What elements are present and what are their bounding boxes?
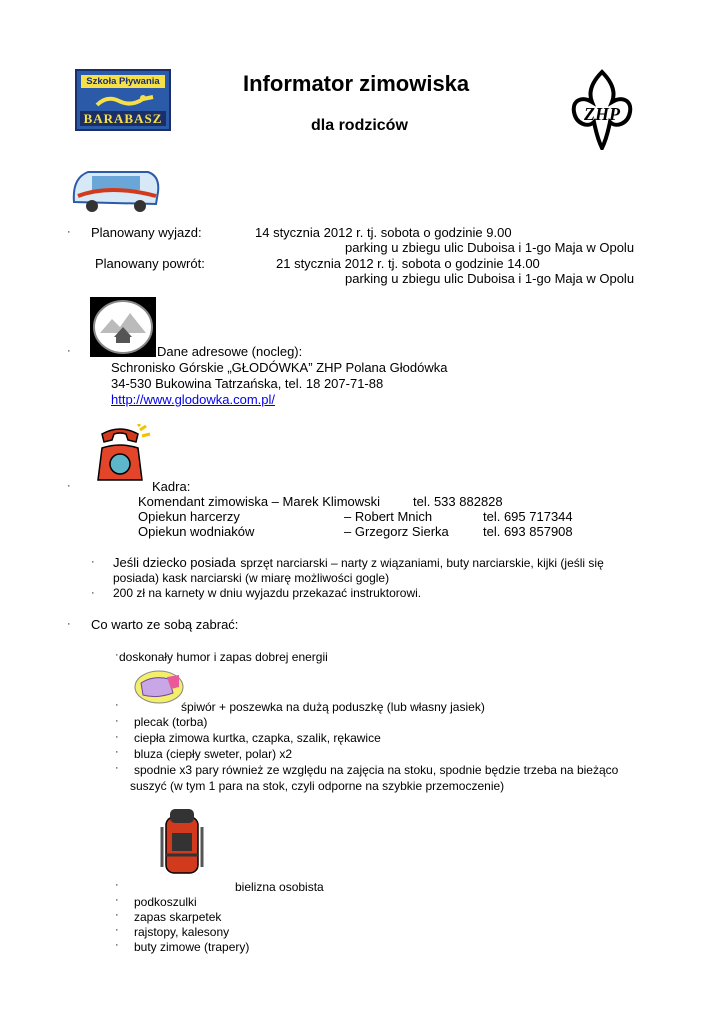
address-line2: 34-530 Bukowina Tatrzańska, tel. 18 207-71-88 [111, 376, 384, 391]
ski-gear-intro: Jeśli dziecko posiada [113, 555, 236, 570]
page-subtitle: dla rodziców [311, 117, 408, 134]
chalet-seal-icon [90, 297, 156, 357]
packing-item: bluza (ciepły sweter, polar) x2 [134, 747, 293, 761]
bullet: · [67, 618, 71, 630]
return-label: Planowany powrót: [95, 256, 205, 271]
staff-row-role: Opiekun harcerzy [138, 509, 240, 524]
bullet: · [115, 746, 119, 758]
bullet: · [115, 731, 119, 743]
departure-label: Planowany wyjazd: [91, 225, 202, 240]
scout-lily-icon [570, 68, 634, 150]
packing-item-underwear: bielizna osobista [235, 880, 324, 894]
bullet: · [115, 762, 119, 774]
page-title: Informator zimowiska [243, 71, 470, 96]
bus-icon [70, 166, 162, 214]
swimmer-icon [95, 93, 155, 111]
bullet: · [67, 480, 71, 492]
bullet: · [115, 879, 119, 891]
school-logo [75, 69, 171, 131]
address-line1: Schronisko Górskie „GŁODÓWKA” ZHP Polana Głodówka [111, 360, 448, 375]
packing-item: rajstopy, kalesony [134, 925, 230, 939]
bullet: · [67, 226, 71, 238]
backpack-icon [156, 807, 208, 877]
bullet: · [91, 587, 95, 599]
telephone-icon [90, 424, 152, 484]
staff-row-name: – Grzegorz Sierka [344, 524, 449, 539]
packing-item-pants-continued: suszyć (w tym 1 para na stok, czyli odporne na szybkie przemoczenie) [130, 779, 505, 793]
packing-item: podkoszulki [134, 895, 197, 909]
packing-item-humor: doskonały humor i zapas dobrej energii [119, 650, 328, 664]
address-heading: Dane adresowe (nocleg): [157, 344, 303, 359]
packing-item: ciepła zimowa kurtka, czapka, szalik, rękawice [134, 731, 381, 745]
sleeping-bag-icon [133, 669, 185, 705]
packing-heading: Co warto ze sobą zabrać: [91, 617, 239, 632]
ski-gear-list: sprzęt narciarski – narty z wiązaniami, buty narciarskie, kijki (jeśli się [240, 556, 604, 570]
chalet-image [90, 297, 156, 357]
bullet: · [115, 939, 119, 951]
bullet: · [115, 649, 119, 661]
ski-gear-line2: posiada) kask narciarski (w miarę możliwości gogle) [113, 571, 390, 585]
bullet: · [67, 345, 71, 357]
packing-item-pants: spodnie x3 pary również ze względu na zajęcia na stoku, spodnie będzie trzeba na bieżąco [134, 763, 619, 777]
staff-heading: Kadra: [152, 479, 191, 494]
bullet: · [115, 909, 119, 921]
ski-pass-payment: 200 zł na karnety w dniu wyjazdu przekazać instruktorowi. [113, 586, 422, 600]
logo-bottom-text: BARABASZ [80, 111, 166, 126]
staff-row-name: – Robert Mnich [344, 509, 433, 524]
chalet-website-link[interactable]: http://www.glodowka.com.pl/ [111, 392, 276, 407]
bullet: · [115, 699, 119, 711]
staff-row-role: Komendant zimowiska – Marek Klimowski [138, 494, 381, 509]
packing-item: buty zimowe (trapery) [134, 940, 250, 954]
bullet: · [115, 715, 119, 727]
packing-item: zapas skarpetek [134, 910, 222, 924]
packing-item-sleeping-bag: śpiwór + poszewka na dużą poduszkę (lub własny jasiek) [181, 700, 485, 714]
ski-gear-line1 [113, 554, 604, 572]
staff-row-phone: tel. 695 717344 [483, 509, 573, 524]
scout-emblem-letters: ZHP [584, 104, 620, 124]
staff-row-phone: tel. 533 882828 [413, 494, 503, 509]
staff-row-role: Opiekun wodniaków [138, 524, 255, 539]
bullet: · [115, 924, 119, 936]
departure-place: parking u zbiegu ulic Duboisa i 1-go Maja w Opolu [345, 240, 635, 255]
departure-value: 14 stycznia 2012 r. tj. sobota o godzinie 9.00 [255, 225, 512, 240]
return-place: parking u zbiegu ulic Duboisa i 1-go Maja w Opolu [345, 271, 635, 286]
logo-top-text: Szkoła Pływania [81, 75, 165, 88]
staff-row-phone: tel. 693 857908 [483, 524, 573, 539]
bullet: · [115, 894, 119, 906]
bullet: · [91, 556, 95, 568]
packing-item: plecak (torba) [134, 715, 208, 729]
return-value: 21 stycznia 2012 r. tj. sobota o godzinie 14.00 [276, 256, 540, 271]
